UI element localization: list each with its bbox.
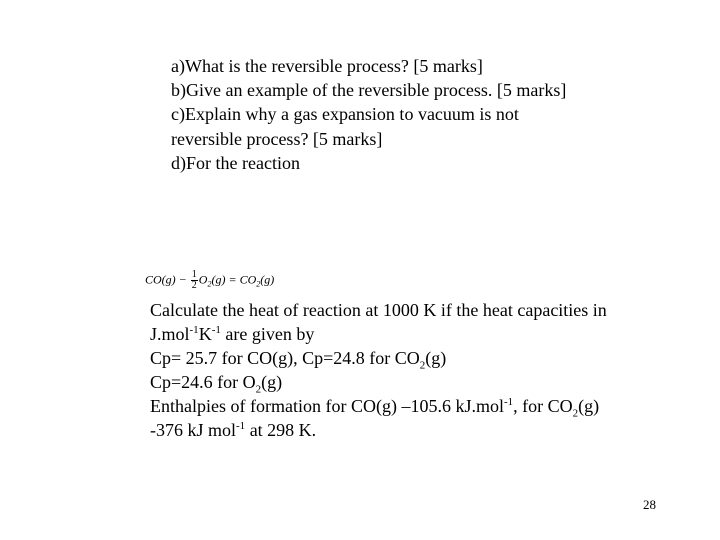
enth-sup-1: -1 xyxy=(503,395,514,408)
cp-co-text: Cp= 25.7 for CO(g), Cp=24.8 for CO xyxy=(150,347,420,368)
calc-line-cp-o2 xyxy=(150,371,610,395)
eq-o-sub: 2 xyxy=(207,279,212,289)
eq-o-phase: (g) xyxy=(211,272,226,287)
cp-o2-text: Cp=24.6 for O xyxy=(150,371,256,392)
cp-o2-sub: 2 xyxy=(255,383,262,396)
eq-equals: = xyxy=(228,272,237,287)
eq-product-sub: 2 xyxy=(256,279,261,289)
eq-reactant-co: CO(g) xyxy=(145,272,176,287)
calc-line-1-text: Calculate the heat of reaction at 1000 K if the heat capacities in J.mol xyxy=(150,300,607,344)
calc-line-1-end: are given by xyxy=(220,323,315,344)
eq-product: CO xyxy=(239,272,257,287)
enth-end: at 298 K. xyxy=(245,419,317,440)
eq-fraction-den: 2 xyxy=(191,280,197,291)
eq-fraction-num: 1 xyxy=(191,269,197,280)
enth-text-1: Enthalpies of formation for CO(g) –105.6 kJ.mol xyxy=(150,395,504,416)
cp-o2-end: (g) xyxy=(261,371,283,392)
calc-line-enthalpy xyxy=(150,395,610,443)
enth-sup-2: -1 xyxy=(236,419,246,432)
question-c: c)Explain why a gas expansion to vacuum is not reversible process? [5 marks] xyxy=(171,104,519,149)
eq-product-phase: (g) xyxy=(260,272,275,287)
cp-co2-sub: 2 xyxy=(419,359,426,372)
question-b: b)Give an example of the reversible process. [5 marks] xyxy=(171,80,567,101)
enth-text-2: (g) -376 kJ mol xyxy=(150,395,600,440)
calc-line-1 xyxy=(150,299,610,347)
eq-fraction xyxy=(191,270,198,291)
enth-sub: 2 xyxy=(572,407,579,420)
page-number: 28 xyxy=(643,497,656,512)
eq-minus: − xyxy=(178,272,187,287)
eq-o-symbol: O xyxy=(198,272,208,287)
calc-k: K xyxy=(198,323,212,344)
calc-sup-2: -1 xyxy=(211,323,221,336)
reaction-equation xyxy=(145,270,274,291)
enth-mid: , for CO xyxy=(513,395,573,416)
questions-block xyxy=(171,54,571,175)
question-d: d)For the reaction xyxy=(171,152,300,173)
calc-line-cp-co xyxy=(150,347,610,371)
question-a: a)What is the reversible process? [5 marks] xyxy=(171,56,483,76)
calc-sup-1: -1 xyxy=(189,323,199,336)
calculation-block xyxy=(150,299,610,442)
cp-co2-end: (g) xyxy=(425,347,447,368)
